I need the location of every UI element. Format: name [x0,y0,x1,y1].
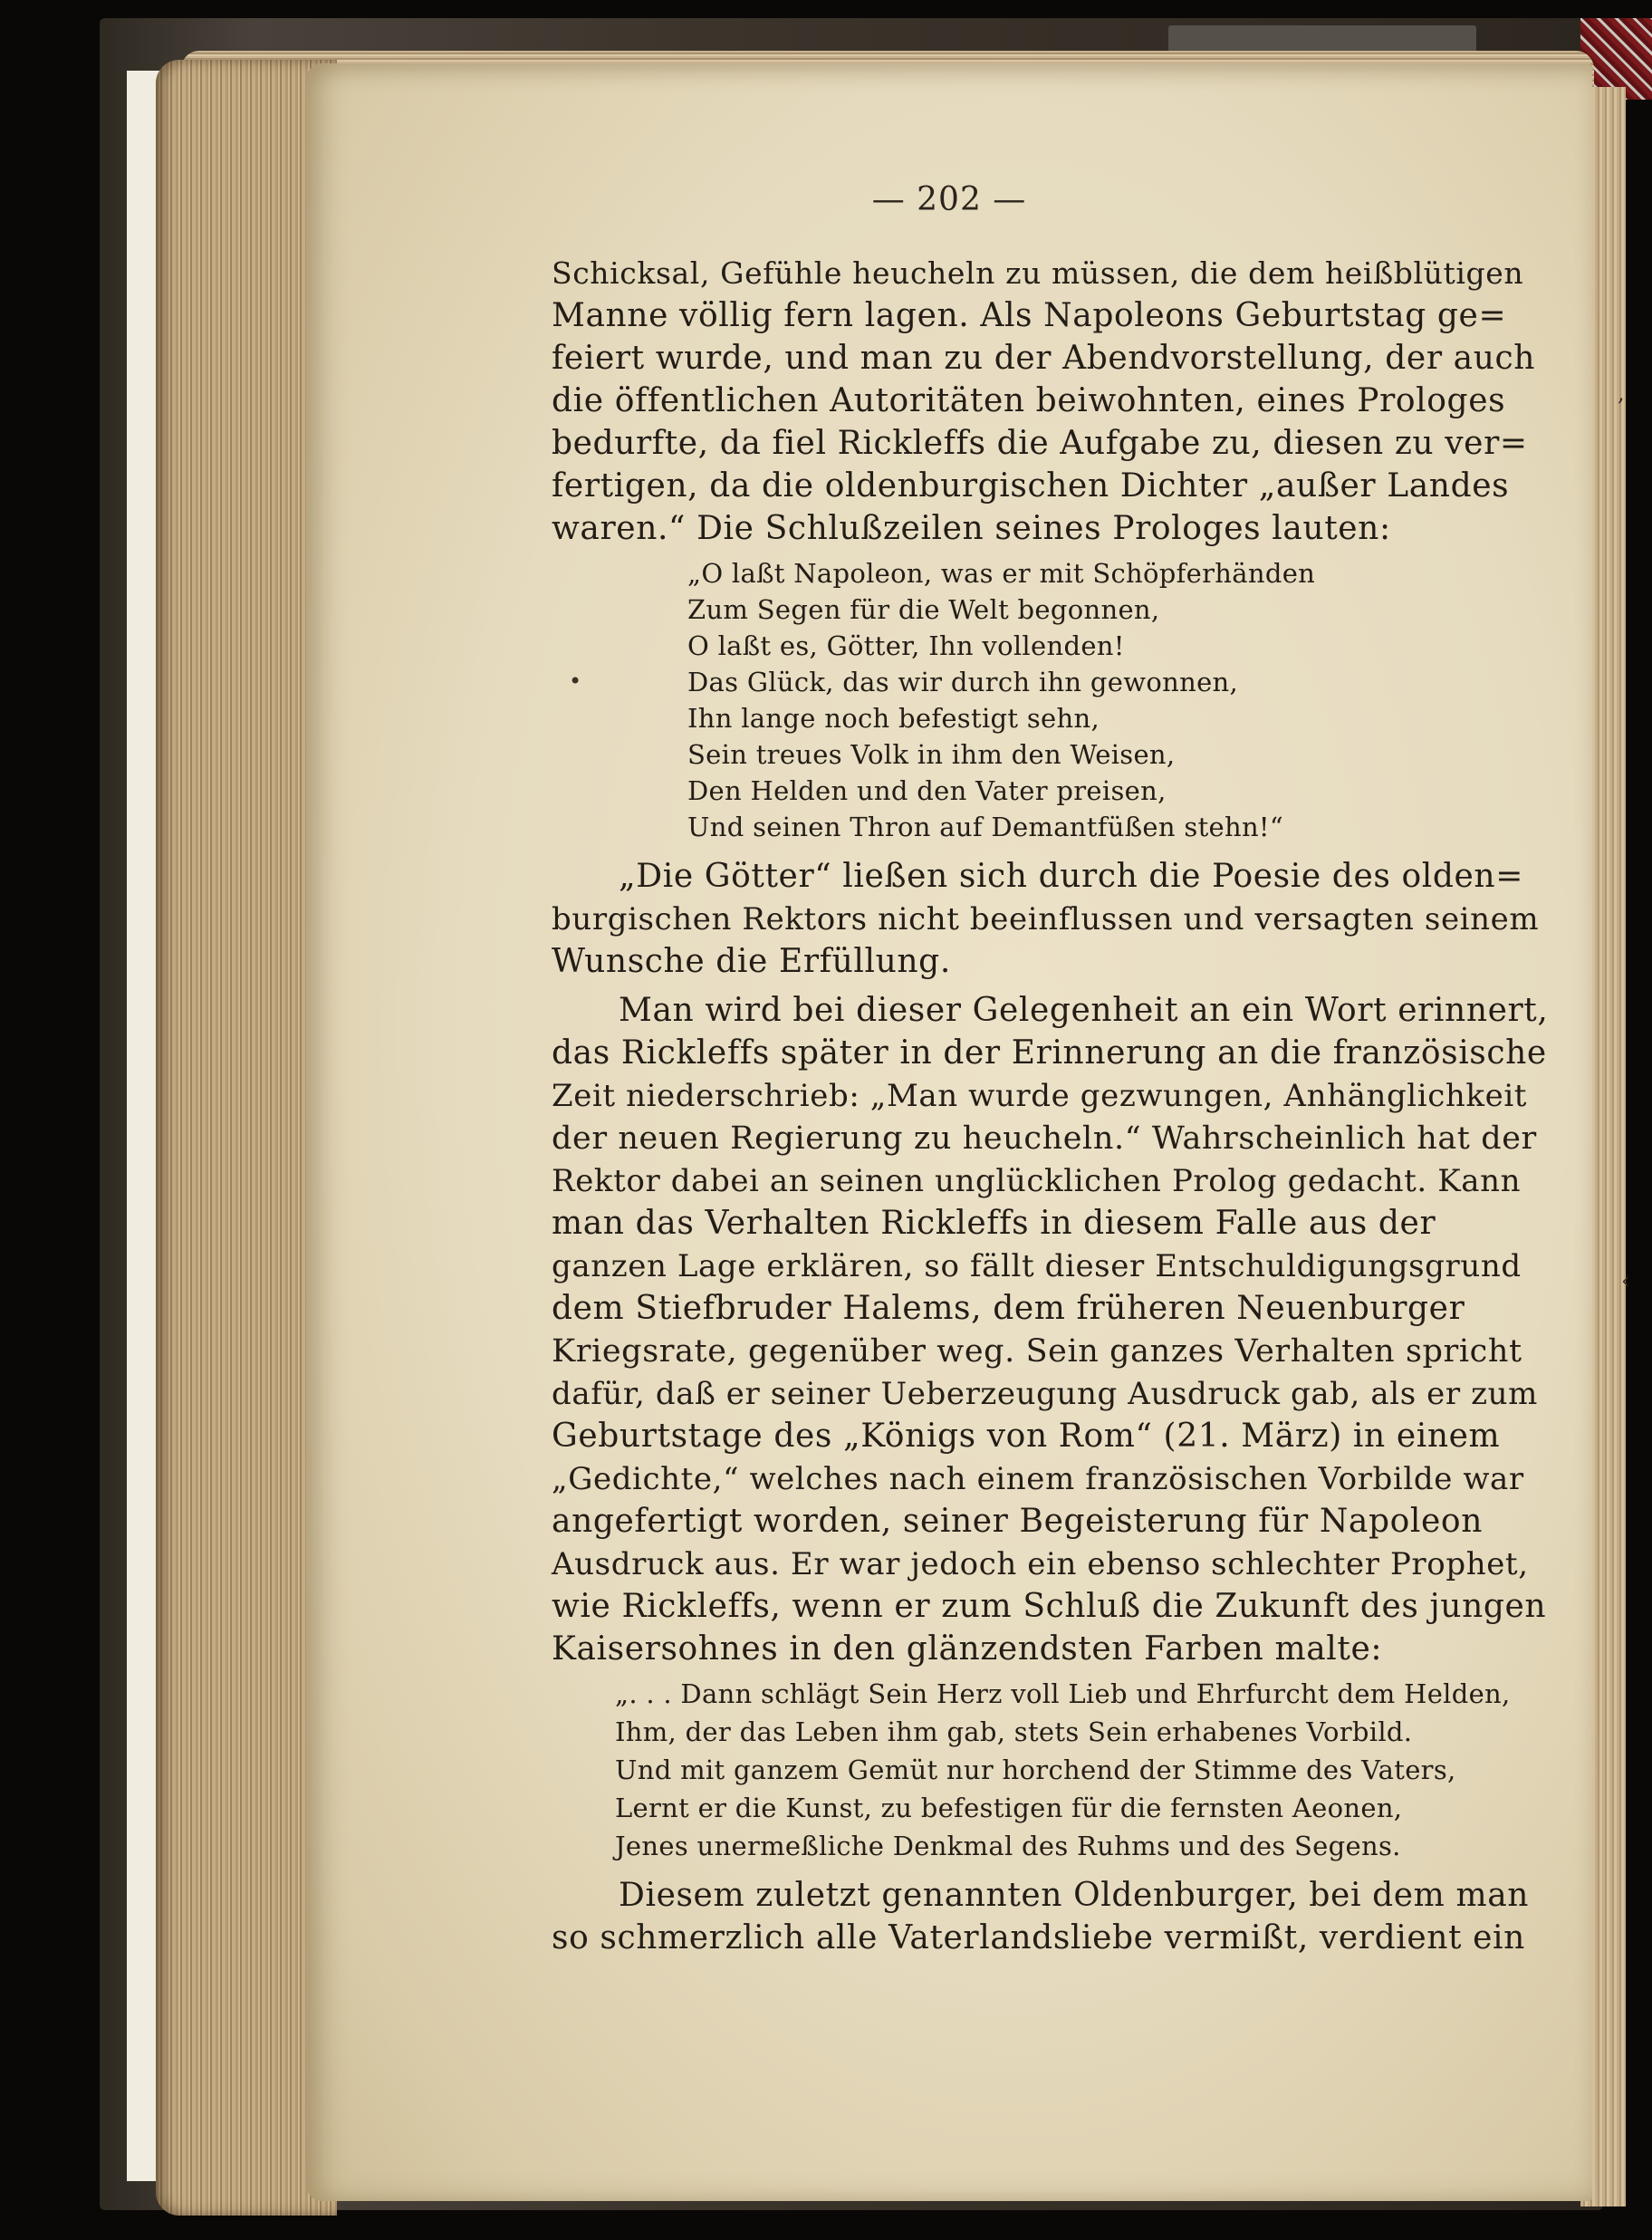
text-line: dem Stiefbruder Halems, dem früheren Neuenburger [552,1290,1465,1327]
text-line: Manne völlig fern lagen. Als Napoleons Geburtstag ge= [552,297,1507,334]
text-line: „Die Götter“ ließen sich durch die Poesie des olden= [619,858,1523,895]
endpaper [127,71,159,2181]
verse-line: Zum Segen für die Welt begonnen, [687,594,1160,625]
verse-line: Jenes unermeßliche Denkmal des Ruhms und des Segens. [615,1831,1401,1861]
page-number: — 202 — [871,181,1027,218]
text-line: so schmerzlich alle Vaterlandsliebe vermißt, verdient ein [552,1919,1525,1956]
text-line: waren.“ Die Schlußzeilen seines Prologes lauten: [552,510,1391,547]
text-line: Ausdruck aus. Er war jedoch ein ebenso schlechter Prophet, [552,1546,1529,1582]
text-line: „Gedichte,“ welches nach einem französischen Vorbilde war [552,1461,1524,1497]
text-line: Rektor dabei an seinen unglücklichen Prolog gedacht. Kann [552,1163,1522,1199]
text-line: Schicksal, Gefühle heucheln zu müssen, die dem heißblütigen [552,255,1524,291]
text-line: feiert wurde, und man zu der Abendvorstellung, der auch [552,340,1536,377]
text-line: wie Rickleffs, wenn er zum Schluß die Zukunft des jungen [552,1588,1547,1625]
text-line: Diesem zuletzt genannten Oldenburger, bei dem man [619,1877,1530,1914]
margin-mark: , [1618,380,1625,406]
margin-mark: ‹ [1621,1268,1630,1293]
verse-line: „O laßt Napoleon, was er mit Schöpferhänden [687,558,1316,589]
verse-line: Das Glück, das wir durch ihn gewonnen, [687,667,1239,697]
text-line: Kaisersohnes in den glänzendsten Farben malte: [552,1630,1383,1668]
verse-line: „. . . Dann schlägt Sein Herz voll Lieb und Ehrfurcht dem Helden, [615,1678,1511,1709]
margin-mark: • [569,668,582,694]
text-line: der neuen Regierung zu heucheln.“ Wahrscheinlich hat der [552,1120,1537,1157]
verse-line: Ihn lange noch befestigt sehn, [687,703,1100,734]
text-line: Man wird bei dieser Gelegenheit an ein Wort erinnert, [619,992,1549,1029]
verse-line: O laßt es, Götter, Ihn vollenden! [687,630,1125,661]
text-line: ganzen Lage erklären, so fällt dieser Entschuldigungsgrund [552,1248,1522,1284]
text-line: Geburtstage des „Königs von Rom“ (21. März) in einem [552,1418,1501,1455]
text-line: dafür, daß er seiner Ueberzeugung Ausdruck gab, als er zum [552,1376,1538,1412]
text-line: burgischen Rektors nicht beeinflussen und versagten seinem [552,901,1540,937]
text-line: Zeit niederschrieb: „Man wurde gezwungen, Anhänglichkeit [552,1078,1528,1114]
text-line: die öffentlichen Autoritäten beiwohnten, eines Prologes [552,382,1506,419]
verse-line: Ihm, der das Leben ihm gab, stets Sein erhabenes Vorbild. [615,1716,1413,1747]
text-line: Kriegsrate, gegenüber weg. Sein ganzes Verhalten spricht [552,1333,1522,1370]
verse-line: Den Helden und den Vater preisen, [687,775,1167,806]
verse-line: Lernt er die Kunst, zu befestigen für die fernsten Aeonen, [615,1793,1403,1823]
text-line: Wunsche die Erfüllung. [552,943,951,980]
verse-line: Sein treues Volk in ihm den Weisen, [687,739,1176,770]
text-line: fertigen, da die oldenburgischen Dichter „außer Landes [552,467,1510,505]
text-line: angefertigt worden, seiner Begeisterung für Napoleon [552,1503,1483,1540]
text-line: das Rickleffs später in der Erinnerung an die französische [552,1034,1547,1072]
text-line: bedurfte, da fiel Rickleffs die Aufgabe zu, diesen zu ver= [552,425,1528,462]
verse-line: Und mit ganzem Gemüt nur horchend der Stimme des Vaters, [615,1755,1456,1785]
text-line: man das Verhalten Rickleffs in diesem Falle aus der [552,1205,1436,1242]
verse-line: Und seinen Thron auf Demantfüßen stehn!“ [687,812,1284,842]
